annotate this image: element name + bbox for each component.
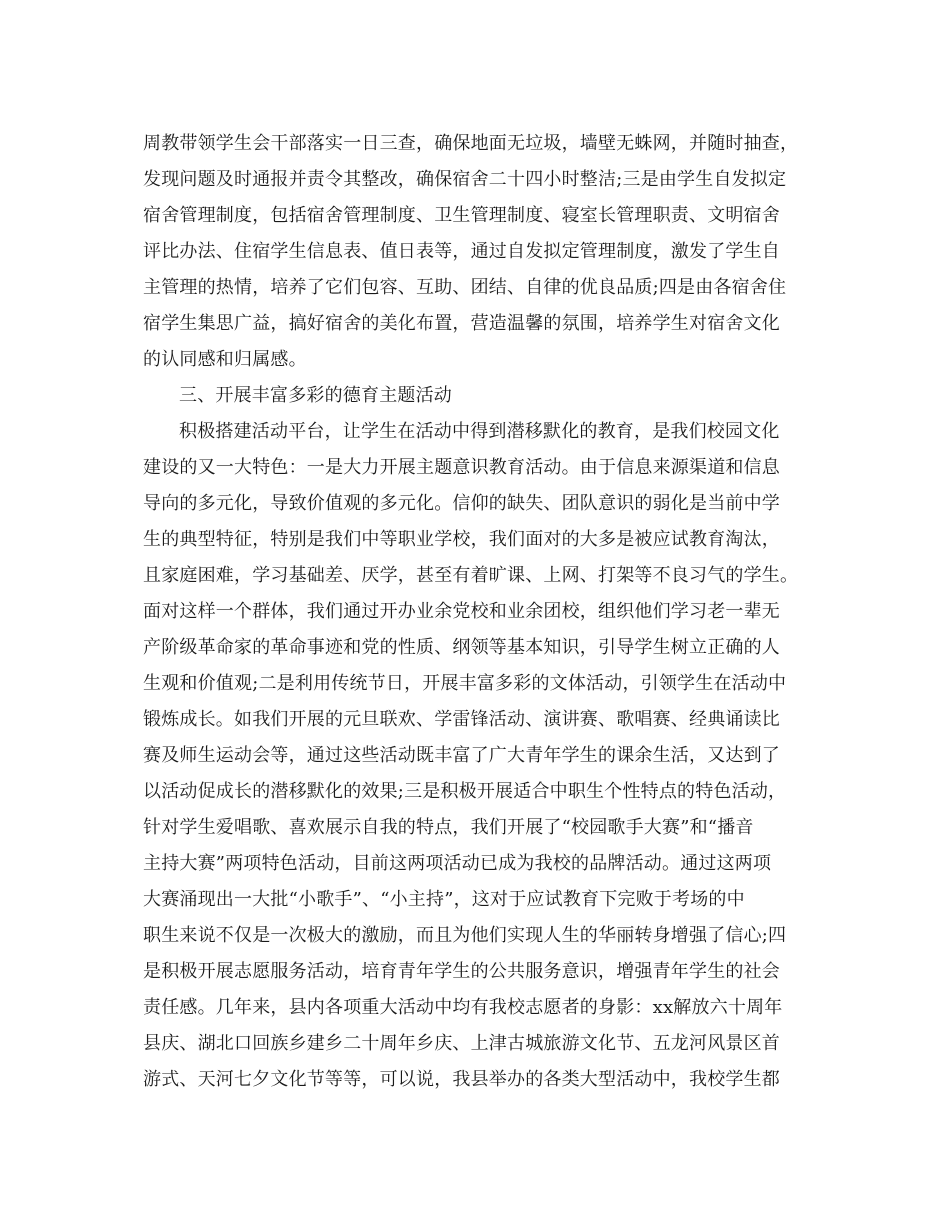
body-text-line: 主管理的热情，培养了它们包容、互助、团结、自律的优良品质;四是由各宿舍住 bbox=[143, 277, 787, 298]
body-text-line: 且家庭困难，学习基础差、厌学，甚至有着旷课、上网、打架等不良习气的学生。 bbox=[143, 565, 799, 586]
body-text-line: 是积极开展志愿服务活动，培育青年学生的公共服务意识，增强青年学生的社会 bbox=[143, 961, 780, 982]
body-text-line: 职生来说不仅是一次极大的激励，而且为他们实现人生的华丽转身增强了信心;四 bbox=[143, 925, 787, 946]
body-text-line: 建设的又一大特色：一是大力开展主题意识教育活动。由于信息来源渠道和信息 bbox=[143, 457, 780, 478]
body-text-line: 游式、天河七夕文化节等等，可以说，我县举办的各类大型活动中，我校学生都 bbox=[143, 1069, 780, 1090]
body-text-line: 县庆、湖北口回族乡建乡二十周年乡庆、上津古城旅游文化节、五龙河风景区首 bbox=[143, 1033, 780, 1054]
body-text-line: 周教带领学生会干部落实一日三查，确保地面无垃圾，墙壁无蛛网，并随时抽查， bbox=[143, 133, 799, 154]
body-text-line: 生观和价值观;二是利用传统节日，开展丰富多彩的文体活动，引领学生在活动中 bbox=[143, 673, 787, 694]
body-text-line: 产阶级革命家的革命事迹和党的性质、纲领等基本知识，引导学生树立正确的人 bbox=[143, 637, 780, 658]
body-text-line: 的认同感和归属感。 bbox=[143, 349, 307, 370]
body-text-line: 宿舍管理制度，包括宿舍管理制度、卫生管理制度、寝室长管理职责、文明宿舍 bbox=[143, 205, 780, 226]
body-text-line: 大赛涌现出一大批“小歌手”、“小主持”，这对于应试教育下完败于考场的中 bbox=[143, 889, 745, 910]
body-text-line: 针对学生爱唱歌、喜欢展示自我的特点，我们开展了“校园歌手大赛”和“播音 bbox=[143, 817, 754, 838]
body-text-line: 锻炼成长。如我们开展的元旦联欢、学雷锋活动、演讲赛、歌唱赛、经典诵读比 bbox=[143, 709, 780, 730]
section-heading: 三、开展丰富多彩的德育主题活动 bbox=[179, 385, 452, 406]
body-text-line: 以活动促成长的潜移默化的效果;三是积极开展适合中职生个性特点的特色活动， bbox=[143, 781, 787, 802]
body-text-line: 生的典型特征，特别是我们中等职业学校，我们面对的大多是被应试教育淘汰， bbox=[143, 529, 780, 550]
body-text-line: 导向的多元化，导致价值观的多元化。信仰的缺失、团队意识的弱化是当前中学 bbox=[143, 493, 780, 514]
paragraph-first-line: 积极搭建活动平台，让学生在活动中得到潜移默化的教育，是我们校园文化 bbox=[179, 421, 780, 442]
body-text-line: 主持大赛”两项特色活动，目前这两项活动已成为我校的品牌活动。通过这两项 bbox=[143, 853, 772, 874]
body-text-line: 发现问题及时通报并责令其整改，确保宿舍二十四小时整洁;三是由学生自发拟定 bbox=[143, 169, 787, 190]
body-text-line: 赛及师生运动会等，通过这些活动既丰富了广大青年学生的课余生活，又达到了 bbox=[143, 745, 780, 766]
body-text-line: 责任感。几年来，县内各项重大活动中均有我校志愿者的身影：xx解放六十周年 bbox=[143, 997, 783, 1018]
body-text-line: 面对这样一个群体，我们通过开办业余党校和业余团校，组织他们学习老一辈无 bbox=[143, 601, 780, 622]
body-text-line: 评比办法、住宿学生信息表、值日表等，通过自发拟定管理制度，激发了学生自 bbox=[143, 241, 780, 262]
body-text-line: 宿学生集思广益，搞好宿舍的美化布置，营造温馨的氛围，培养学生对宿舍文化 bbox=[143, 313, 780, 334]
